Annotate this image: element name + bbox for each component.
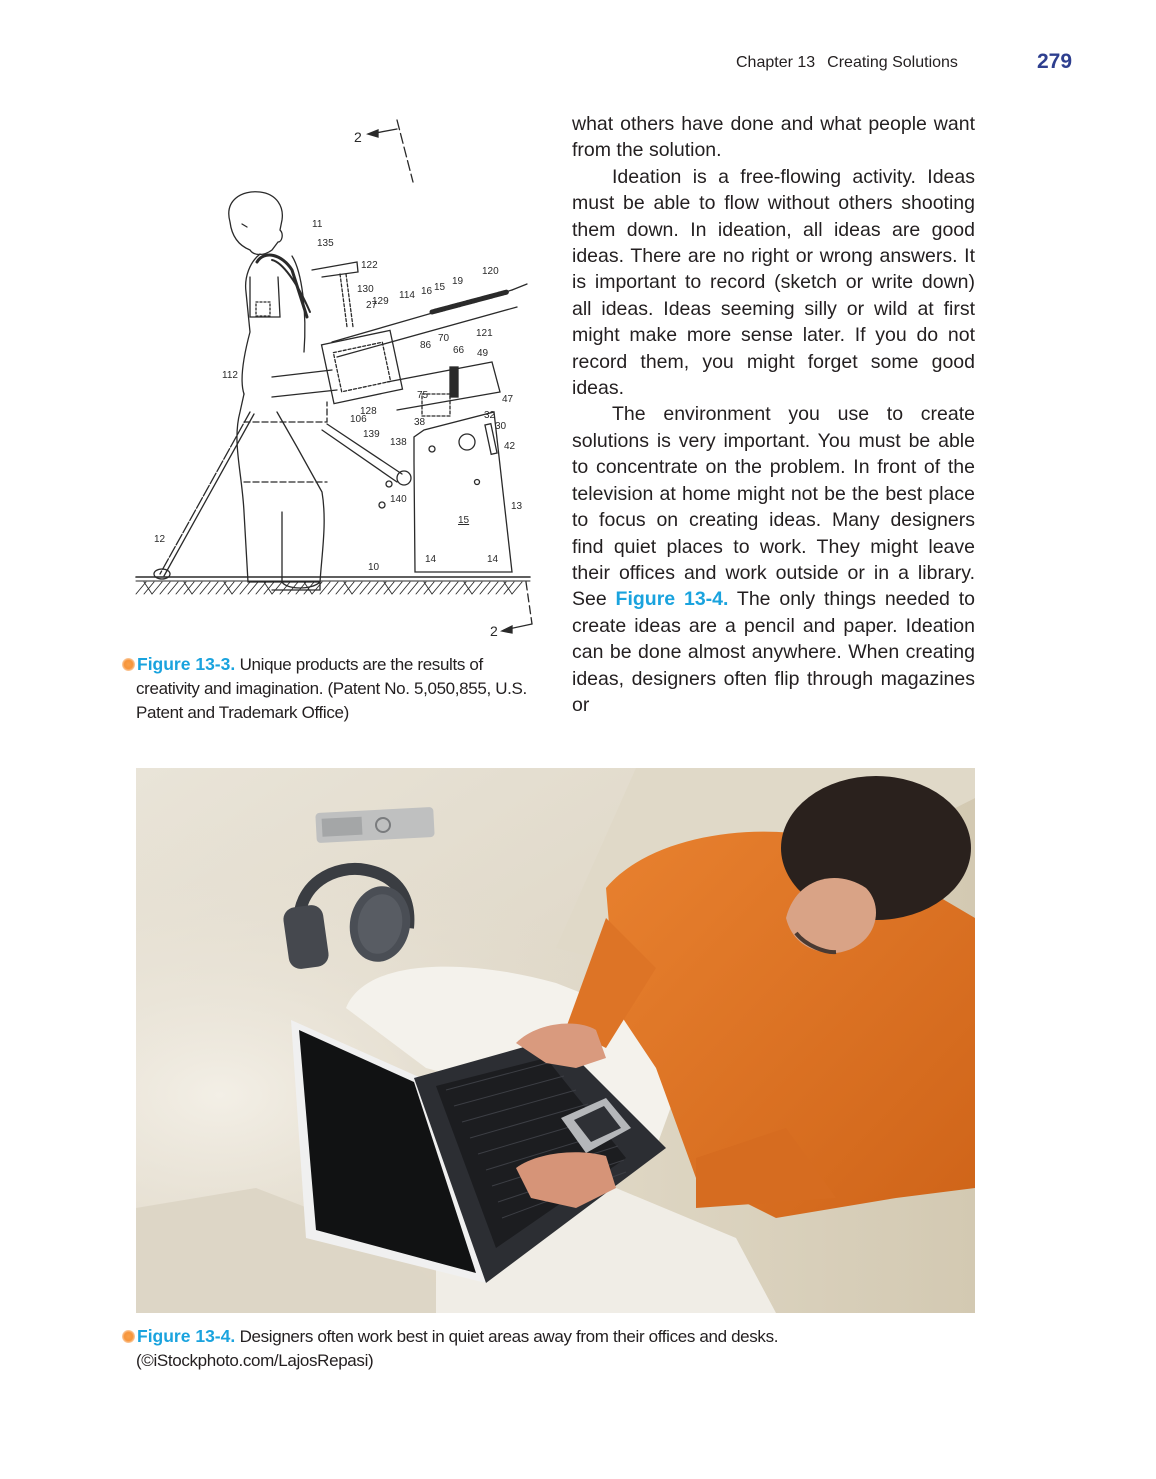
svg-text:42: 42 bbox=[504, 441, 516, 452]
svg-text:19: 19 bbox=[452, 276, 464, 287]
svg-text:135: 135 bbox=[317, 238, 334, 249]
svg-text:47: 47 bbox=[502, 394, 514, 405]
paragraph: Ideation is a free-flowing activity. Ideas must be able to flow without others shooting them down. In ideation, all ideas are good ideas. There are no right or wrong answers. It is important to record (sketch or write down) all ideas. Ideas seeming silly or wild at first might make more sense later. If you do not record them, you might forget some good ideas. bbox=[572, 165, 975, 400]
svg-text:15: 15 bbox=[434, 282, 446, 293]
chapter-number: Chapter 13 bbox=[736, 54, 816, 71]
figure-13-4-photo bbox=[136, 768, 975, 1313]
svg-text:121: 121 bbox=[476, 328, 493, 339]
running-head bbox=[736, 54, 958, 72]
svg-text:86: 86 bbox=[420, 340, 432, 351]
paragraph bbox=[572, 401, 975, 718]
svg-text:10: 10 bbox=[368, 562, 380, 573]
paragraph: what others have done and what people want from the solution. bbox=[572, 113, 975, 162]
body-text-column bbox=[572, 111, 975, 718]
caption-text: Designers often work best in quiet areas away from their offices and desks. bbox=[239, 1327, 779, 1346]
svg-text:120: 120 bbox=[482, 266, 499, 277]
svg-text:75: 75 bbox=[417, 390, 429, 401]
svg-text:66: 66 bbox=[453, 345, 465, 356]
caption-bullet-icon bbox=[122, 658, 135, 671]
svg-text:14: 14 bbox=[425, 554, 437, 565]
svg-text:38: 38 bbox=[414, 417, 426, 428]
paragraph-text: The only things needed to create ideas are a pencil and paper. Ideation can be done almost anywhere. When creating ideas, designers often flip through magazines or bbox=[572, 588, 975, 716]
figure-13-3-caption bbox=[136, 652, 546, 725]
svg-text:12: 12 bbox=[154, 534, 166, 545]
svg-text:128: 128 bbox=[360, 406, 377, 417]
svg-text:129: 129 bbox=[372, 296, 389, 307]
figure-label: Figure 13-3. bbox=[137, 654, 236, 674]
svg-text:114: 114 bbox=[399, 290, 415, 301]
svg-text:49: 49 bbox=[477, 348, 489, 359]
caption-bullet-icon bbox=[122, 1330, 135, 1343]
svg-text:130: 130 bbox=[357, 284, 374, 295]
figure-cross-reference-link[interactable]: Figure 13-4. bbox=[615, 588, 729, 611]
svg-text:11: 11 bbox=[312, 219, 323, 230]
svg-text:140: 140 bbox=[390, 494, 407, 505]
figure-13-4-caption bbox=[136, 1324, 896, 1373]
svg-text:139: 139 bbox=[363, 429, 380, 440]
svg-text:30: 30 bbox=[495, 421, 507, 432]
caption-text: Unique products are the results of creativity and imagination. (Patent No. 5,050,855, U.S. Patent and Trademark Office) bbox=[136, 655, 527, 722]
svg-text:106: 106 bbox=[350, 414, 367, 425]
svg-text:122: 122 bbox=[361, 260, 378, 271]
svg-text:138: 138 bbox=[390, 437, 407, 448]
page-number: 279 bbox=[1037, 50, 1073, 73]
svg-text:112: 112 bbox=[222, 370, 238, 381]
svg-text:2: 2 bbox=[490, 623, 498, 639]
svg-text:2: 2 bbox=[354, 129, 362, 145]
svg-text:27: 27 bbox=[366, 300, 378, 311]
figure-label: Figure 13-4. bbox=[137, 1326, 236, 1346]
svg-text:70: 70 bbox=[438, 333, 450, 344]
svg-text:32: 32 bbox=[484, 410, 496, 421]
svg-text:15: 15 bbox=[458, 515, 470, 526]
svg-text:14: 14 bbox=[487, 554, 499, 565]
figure-13-3-patent-drawing bbox=[132, 112, 540, 642]
svg-text:13: 13 bbox=[511, 501, 523, 512]
chapter-title: Creating Solutions bbox=[827, 54, 958, 71]
paragraph-text: The environment you use to create solutions is very important. You must be able to concentrate on the problem. In front of the television at home might not be the best place to focus on creating ideas. Many designers find quiet places to work. They might leave their offices and work outside or in a library. See bbox=[572, 403, 975, 611]
svg-text:16: 16 bbox=[421, 286, 433, 297]
caption-line-1 bbox=[136, 1324, 896, 1349]
caption-credit: (©iStockphoto.com/LajosRepasi) bbox=[136, 1351, 374, 1370]
